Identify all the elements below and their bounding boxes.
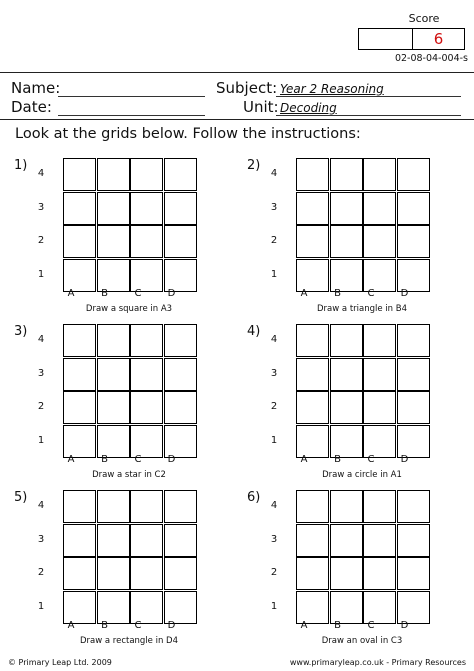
grid-cell-A2[interactable] <box>296 391 329 424</box>
header-bottom-rule <box>0 119 474 120</box>
grid <box>296 158 430 292</box>
date-field-line <box>58 101 205 116</box>
grid-cell-A1[interactable] <box>296 259 329 292</box>
grid-cell-A1[interactable] <box>296 591 329 624</box>
row-label: 2 <box>270 235 278 246</box>
row-label: 4 <box>37 334 45 345</box>
row-label: 1 <box>270 600 278 612</box>
row-label: 3 <box>37 201 45 213</box>
exercise-number: 6) <box>247 490 261 505</box>
grid-cell-A4[interactable] <box>63 490 96 523</box>
exercise-instruction: Draw an oval in C3 <box>321 636 403 646</box>
row-label: 3 <box>270 367 278 379</box>
row-label: 2 <box>37 401 45 412</box>
column-label: D <box>400 454 409 465</box>
column-label: D <box>400 288 409 299</box>
row-label: 4 <box>270 168 278 179</box>
grid-cell-A4[interactable] <box>296 324 329 357</box>
score-label: Score <box>408 12 440 25</box>
grid-cell-A4[interactable] <box>63 324 96 357</box>
column-label: D <box>167 288 176 299</box>
grid-cell-D4[interactable] <box>164 158 197 191</box>
grid-cell-C2[interactable] <box>130 225 163 258</box>
grid-cell-C1[interactable] <box>130 591 163 624</box>
grid-cell-A1[interactable] <box>63 591 96 624</box>
grid-cell-D1[interactable] <box>397 259 430 292</box>
grid-cell-B2[interactable] <box>97 225 130 258</box>
grid-cell-B4[interactable] <box>330 158 363 191</box>
row-label: 2 <box>270 401 278 412</box>
grid-cell-A4[interactable] <box>296 490 329 523</box>
score-value: 6 <box>433 30 444 48</box>
row-label: 2 <box>37 235 45 246</box>
grid-cell-C1[interactable] <box>130 425 163 458</box>
exercise-number: 1) <box>14 158 28 173</box>
grid-cell-B3[interactable] <box>330 358 363 391</box>
grid-cell-D3[interactable] <box>164 358 197 391</box>
grid-cell-B3[interactable] <box>97 358 130 391</box>
grid-cell-D2[interactable] <box>164 391 197 424</box>
grid-cell-C2[interactable] <box>363 391 396 424</box>
exercise-2 <box>247 158 447 323</box>
grid <box>296 490 430 624</box>
column-label: D <box>167 620 176 631</box>
column-label: A <box>67 620 75 631</box>
grid-cell-C2[interactable] <box>130 557 163 590</box>
grid-cell-A2[interactable] <box>63 225 96 258</box>
column-label: B <box>101 454 108 465</box>
grid-cell-D1[interactable] <box>397 425 430 458</box>
footer-website: www.primaryleap.co.uk - Primary Resources <box>289 658 466 667</box>
subject-label: Subject: <box>216 79 278 97</box>
grid-cell-C3[interactable] <box>363 192 396 225</box>
name-label: Name: <box>11 79 61 97</box>
exercise-instruction: Draw a rectangle in D4 <box>79 636 179 646</box>
column-label: A <box>300 620 308 631</box>
sheet-code: 02-08-04-004-s <box>394 53 468 64</box>
exercise-number: 3) <box>14 324 28 339</box>
exercise-6 <box>247 490 447 655</box>
grid-cell-B3[interactable] <box>330 524 363 557</box>
exercise-4 <box>247 324 447 489</box>
row-label: 4 <box>270 500 278 511</box>
grid-cell-C3[interactable] <box>130 358 163 391</box>
grid-cell-B3[interactable] <box>330 192 363 225</box>
row-label: 1 <box>37 434 45 446</box>
grid-cell-C1[interactable] <box>363 259 396 292</box>
name-field-line <box>58 82 205 97</box>
column-label: C <box>367 288 375 299</box>
unit-label: Unit: <box>243 98 279 116</box>
column-label: A <box>300 288 308 299</box>
grid-cell-D2[interactable] <box>397 391 430 424</box>
grid-cell-B4[interactable] <box>97 490 130 523</box>
grid-cell-D2[interactable] <box>164 225 197 258</box>
grid-cell-B2[interactable] <box>97 391 130 424</box>
grid-cell-C4[interactable] <box>363 324 396 357</box>
instruction-text: Look at the grids below. Follow the instructions: <box>15 126 361 142</box>
exercise-number: 4) <box>247 324 261 339</box>
grid-cell-D3[interactable] <box>397 524 430 557</box>
grid <box>296 324 430 458</box>
column-label: B <box>334 288 341 299</box>
grid-cell-D4[interactable] <box>397 158 430 191</box>
subject-value: Year 2 Reasoning <box>280 82 384 96</box>
grid-cell-D2[interactable] <box>164 557 197 590</box>
grid-cell-B1[interactable] <box>330 591 363 624</box>
grid-cell-A2[interactable] <box>296 557 329 590</box>
grid-cell-A3[interactable] <box>63 192 96 225</box>
row-label: 4 <box>37 168 45 179</box>
exercise-instruction: Draw a circle in A1 <box>322 470 402 480</box>
grid-cell-D3[interactable] <box>164 192 197 225</box>
row-label: 1 <box>37 600 45 612</box>
grid-cell-D3[interactable] <box>397 358 430 391</box>
exercise-number: 2) <box>247 158 261 173</box>
exercise-instruction: Draw a star in C2 <box>92 470 166 480</box>
grid-cell-B4[interactable] <box>330 490 363 523</box>
row-label: 4 <box>270 334 278 345</box>
date-label: Date: <box>11 98 52 116</box>
grid-cell-C3[interactable] <box>130 524 163 557</box>
column-label: A <box>67 454 75 465</box>
grid-cell-A1[interactable] <box>63 425 96 458</box>
row-label: 2 <box>37 567 45 578</box>
column-label: A <box>300 454 308 465</box>
grid-cell-D3[interactable] <box>397 192 430 225</box>
row-label: 4 <box>37 500 45 511</box>
footer-copyright: © Primary Leap Ltd. 2009 <box>8 658 112 667</box>
grid-cell-A2[interactable] <box>296 225 329 258</box>
unit-value: Decoding <box>280 101 337 115</box>
grid-cell-A3[interactable] <box>296 358 329 391</box>
grid-cell-C1[interactable] <box>363 425 396 458</box>
grid-cell-C3[interactable] <box>363 358 396 391</box>
row-label: 3 <box>270 201 278 213</box>
row-label: 2 <box>270 567 278 578</box>
grid-cell-A1[interactable] <box>63 259 96 292</box>
column-label: B <box>334 620 341 631</box>
grid-cell-D2[interactable] <box>397 557 430 590</box>
row-label: 1 <box>270 268 278 280</box>
grid-cell-D1[interactable] <box>164 591 197 624</box>
grid <box>63 324 197 458</box>
grid-cell-D4[interactable] <box>164 490 197 523</box>
grid-cell-A4[interactable] <box>296 158 329 191</box>
grid-cell-C2[interactable] <box>363 225 396 258</box>
column-label: C <box>134 288 142 299</box>
grid-cell-B2[interactable] <box>330 225 363 258</box>
grid-cell-D1[interactable] <box>397 591 430 624</box>
grid-cell-A3[interactable] <box>296 524 329 557</box>
exercise-1 <box>14 158 214 323</box>
row-label: 3 <box>37 367 45 379</box>
grid-cell-B3[interactable] <box>97 524 130 557</box>
grid-cell-D2[interactable] <box>397 225 430 258</box>
grid-cell-B4[interactable] <box>330 324 363 357</box>
grid <box>63 490 197 624</box>
grid-cell-B1[interactable] <box>97 259 130 292</box>
grid-cell-B1[interactable] <box>330 425 363 458</box>
grid-cell-D3[interactable] <box>164 524 197 557</box>
grid-cell-A2[interactable] <box>63 391 96 424</box>
grid-cell-B1[interactable] <box>330 259 363 292</box>
row-label: 3 <box>37 533 45 545</box>
score-box <box>358 28 465 50</box>
grid-cell-D4[interactable] <box>164 324 197 357</box>
column-label: B <box>101 288 108 299</box>
exercise-number: 5) <box>14 490 28 505</box>
grid-cell-C3[interactable] <box>363 524 396 557</box>
row-label: 1 <box>270 434 278 446</box>
grid <box>63 158 197 292</box>
grid-cell-B1[interactable] <box>97 425 130 458</box>
row-label: 1 <box>37 268 45 280</box>
grid-cell-D4[interactable] <box>397 324 430 357</box>
grid-cell-B3[interactable] <box>97 192 130 225</box>
grid-cell-D1[interactable] <box>164 259 197 292</box>
grid-cell-C4[interactable] <box>363 490 396 523</box>
grid-cell-A3[interactable] <box>63 358 96 391</box>
grid-cell-C3[interactable] <box>130 192 163 225</box>
grid-cell-C2[interactable] <box>130 391 163 424</box>
column-label: D <box>400 620 409 631</box>
column-label: C <box>134 620 142 631</box>
exercise-instruction: Draw a square in A3 <box>85 304 173 314</box>
grid-cell-C4[interactable] <box>363 158 396 191</box>
grid-cell-B2[interactable] <box>97 557 130 590</box>
grid-cell-B2[interactable] <box>330 557 363 590</box>
grid-cell-B2[interactable] <box>330 391 363 424</box>
grid-cell-C4[interactable] <box>130 490 163 523</box>
column-label: A <box>67 288 75 299</box>
row-label: 3 <box>270 533 278 545</box>
header-top-rule <box>0 72 474 73</box>
grid-cell-D4[interactable] <box>397 490 430 523</box>
grid-cell-A3[interactable] <box>63 524 96 557</box>
grid-cell-A2[interactable] <box>63 557 96 590</box>
column-label: C <box>367 454 375 465</box>
exercise-instruction: Draw a triangle in B4 <box>317 304 407 314</box>
grid-cell-C1[interactable] <box>363 591 396 624</box>
grid-cell-A4[interactable] <box>63 158 96 191</box>
exercise-5 <box>14 490 214 655</box>
column-label: B <box>334 454 341 465</box>
grid-cell-A3[interactable] <box>296 192 329 225</box>
column-label: D <box>167 454 176 465</box>
grid-cell-B4[interactable] <box>97 324 130 357</box>
grid-cell-C1[interactable] <box>130 259 163 292</box>
column-label: B <box>101 620 108 631</box>
grid-cell-B1[interactable] <box>97 591 130 624</box>
grid-cell-C4[interactable] <box>130 158 163 191</box>
grid-cell-C4[interactable] <box>130 324 163 357</box>
column-label: C <box>134 454 142 465</box>
grid-cell-B4[interactable] <box>97 158 130 191</box>
grid-cell-D1[interactable] <box>164 425 197 458</box>
column-label: C <box>367 620 375 631</box>
grid-cell-A1[interactable] <box>296 425 329 458</box>
exercise-3 <box>14 324 214 489</box>
grid-cell-C2[interactable] <box>363 557 396 590</box>
